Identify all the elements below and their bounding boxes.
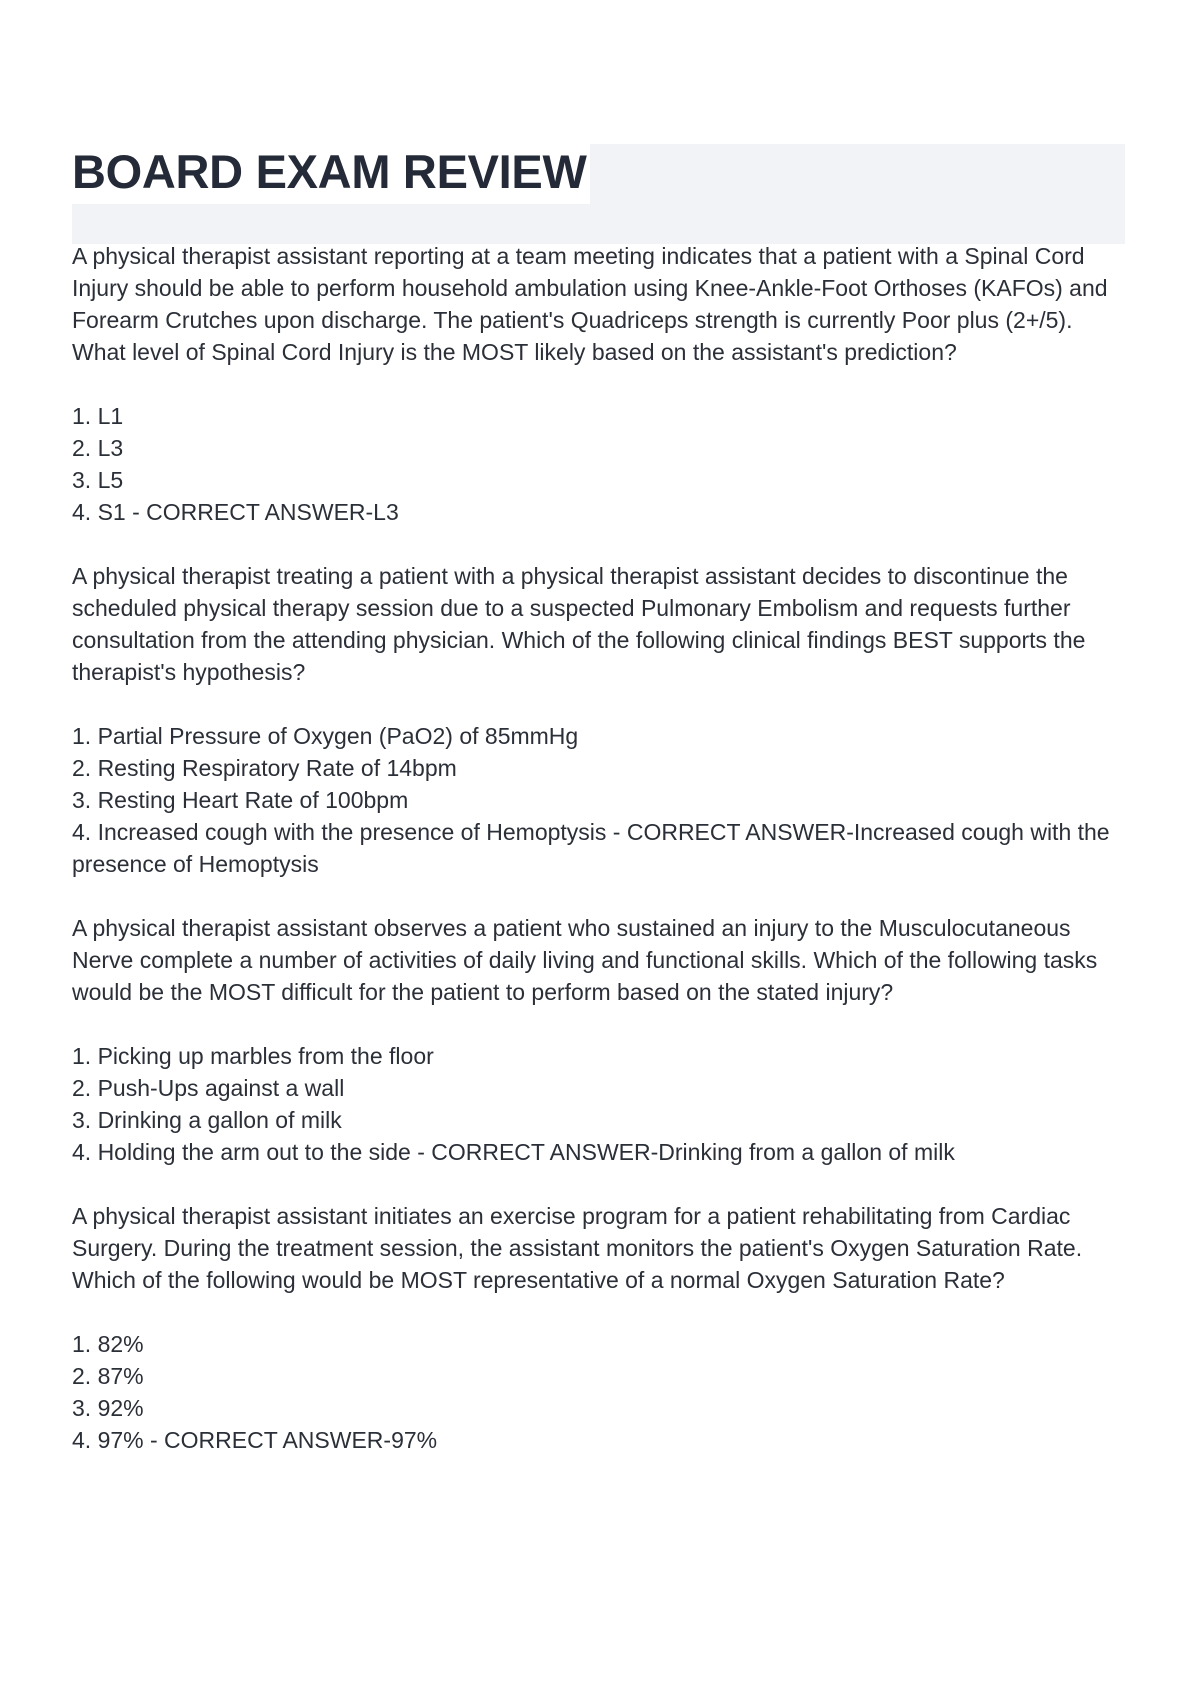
answer-option: 3. Resting Heart Rate of 100bpm bbox=[72, 787, 409, 813]
question-4 bbox=[72, 1200, 1132, 1456]
answer-option: 2. L3 bbox=[72, 435, 124, 461]
answer-option: 2. Resting Respiratory Rate of 14bpm bbox=[72, 755, 457, 781]
question-stem: A physical therapist assistant initiates an exercise program for a patient rehabilitating from Cardiac Surgery. During the treatment session, the assistant monitors the patient's Oxygen Saturation Rate. Which of the following would be MOST representative of a normal Oxygen Saturation Rate? bbox=[72, 1203, 1083, 1293]
page-title: BOARD EXAM REVIEW bbox=[72, 144, 590, 204]
answer-option: 1. 82% bbox=[72, 1331, 144, 1357]
answer-option-with-correct-answer: 4. 97% - CORRECT ANSWER-97% bbox=[72, 1427, 438, 1453]
question-stem: A physical therapist assistant observes a patient who sustained an injury to the Musculocutaneous Nerve complete a number of activities of daily living and functional skills. Which of the following tasks would be the MOST difficult for the patient to perform based on the stated injury? bbox=[72, 915, 1098, 1005]
question-stem: A physical therapist treating a patient with a physical therapist assistant decides to discontinue the scheduled physical therapy session due to a suspected Pulmonary Embolism and requests further consultation from the attending physician. Which of the following clinical findings BEST supports the therapist's hypothesis? bbox=[72, 563, 1086, 685]
answer-option: 3. Drinking a gallon of milk bbox=[72, 1107, 342, 1133]
answer-option-with-correct-answer: 4. S1 - CORRECT ANSWER-L3 bbox=[72, 499, 399, 525]
answer-option-with-correct-answer: 4. Increased cough with the presence of Hemoptysis - CORRECT ANSWER-Increased cough with the presence of Hemoptysis bbox=[72, 819, 1110, 877]
question-list bbox=[72, 240, 1132, 1488]
answer-option: 1. Partial Pressure of Oxygen (PaO2) of 85mmHg bbox=[72, 723, 579, 749]
question-3 bbox=[72, 912, 1132, 1168]
answer-option: 3. 92% bbox=[72, 1395, 144, 1421]
answer-option: 1. L1 bbox=[72, 403, 124, 429]
answer-option: 3. L5 bbox=[72, 467, 124, 493]
answer-option: 2. Push-Ups against a wall bbox=[72, 1075, 345, 1101]
answer-option: 2. 87% bbox=[72, 1363, 144, 1389]
question-2 bbox=[72, 560, 1132, 880]
answer-option: 1. Picking up marbles from the floor bbox=[72, 1043, 434, 1069]
answer-option-with-correct-answer: 4. Holding the arm out to the side - CORRECT ANSWER-Drinking from a gallon of milk bbox=[72, 1139, 955, 1165]
question-1 bbox=[72, 240, 1132, 528]
question-stem: A physical therapist assistant reporting at a team meeting indicates that a patient with a Spinal Cord Injury should be able to perform household ambulation using Knee-Ankle-Foot Orthoses (KAFOs) and Forearm Crutches upon discharge. The patient's Quadriceps strength is currently Poor plus (2+/5). What level of Spinal Cord Injury is the MOST likely based on the assistant's prediction? bbox=[72, 243, 1108, 365]
